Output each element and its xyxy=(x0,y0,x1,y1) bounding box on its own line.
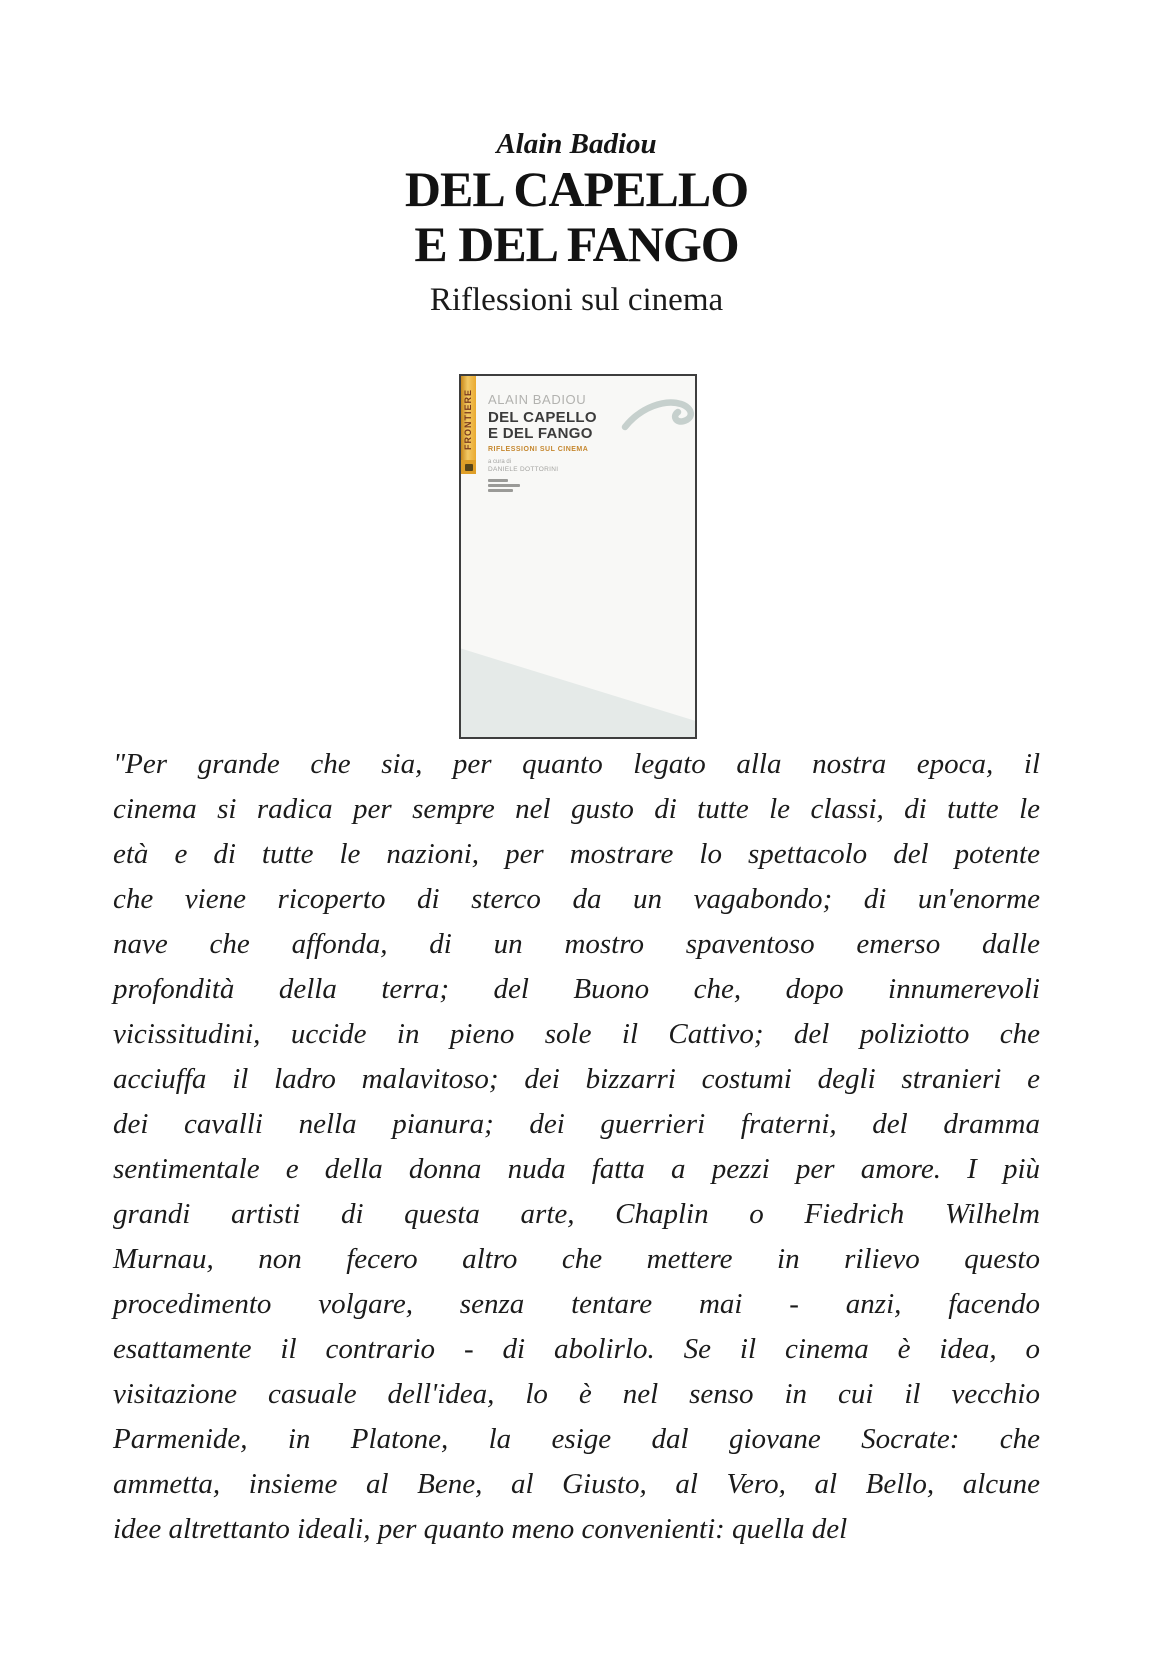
cover-series-stripe xyxy=(461,376,476,474)
document-header xyxy=(0,126,1153,322)
publisher-text-bar xyxy=(488,479,508,482)
paragraph-line: grandi artisti di questa arte, Chaplin o Fiedrich Wilhelm xyxy=(113,1198,1040,1230)
publisher-block xyxy=(488,479,597,492)
paragraph-line: visitazione casuale dell'idea, lo è nel senso in cui il vecchio xyxy=(113,1378,1040,1410)
publisher-text-bar xyxy=(488,484,520,487)
paragraph-line: esattamente il contrario - di abolirlo. Se il cinema è idea, o xyxy=(113,1333,1040,1365)
paragraph-line: vicissitudini, uccide in pieno sole il Cattivo; del poliziotto che xyxy=(113,1018,1040,1050)
cover-title-line2: E DEL FANGO xyxy=(488,425,593,442)
paragraph-line: Parmenide, in Platone, la esige dal giovane Socrate: che xyxy=(113,1423,1040,1455)
publisher-logo-glyph xyxy=(465,464,473,471)
swirl-decoration-icon xyxy=(621,391,697,433)
quote-paragraph xyxy=(113,742,1040,1552)
paragraph-line: idee altrettanto ideali, per quanto meno convenienti: quella del xyxy=(113,1513,848,1545)
book-cover-image xyxy=(459,374,697,739)
paragraph-line: procedimento volgare, senza tentare mai - anzi, facendo xyxy=(113,1288,1040,1320)
cover-author: ALAIN BADIOU xyxy=(488,392,587,407)
paragraph-line: sentimentale e della donna nuda fatta a pezzi per amore. I più xyxy=(113,1153,1040,1185)
paragraph-line: profondità della terra; del Buono che, dopo innumerevoli xyxy=(113,973,1040,1005)
paragraph-line: ammetta, insieme al Bene, al Giusto, al Vero, al Bello, alcune xyxy=(113,1468,1040,1500)
paragraph-line: età e di tutte le nazioni, per mostrare lo spettacolo del potente xyxy=(113,838,1040,870)
cover-subtitle: RIFLESSIONI SUL CINEMA xyxy=(488,446,589,453)
cover-curated-by: a cura di xyxy=(488,459,512,465)
publisher-text-bar xyxy=(488,489,513,492)
paragraph-line: "Per grande che sia, per quanto legato alla nostra epoca, il xyxy=(113,748,1040,780)
cover-text-block xyxy=(488,392,597,494)
paragraph-line: che viene ricoperto di sterco da un vagabondo; di un'enorme xyxy=(113,883,1040,915)
cover-curator: DANIELE DOTTORINI xyxy=(488,466,559,473)
paragraph-line: dei cavalli nella pianura; dei guerrieri fraterni, del dramma xyxy=(113,1108,1040,1140)
book-title-line2: E DEL FANGO xyxy=(414,216,739,272)
book-title-line1: DEL CAPELLO xyxy=(404,161,749,217)
cover-title-line1: DEL CAPELLO xyxy=(488,409,597,426)
paragraph-line: Murnau, non fecero altro che mettere in rilievo questo xyxy=(113,1243,1040,1275)
author-name: Alain Badiou xyxy=(496,128,657,160)
paragraph-line: nave che affonda, di un mostro spaventoso emerso dalle xyxy=(113,928,1040,960)
paragraph-line: cinema si radica per sempre nel gusto di tutte le classi, di tutte le xyxy=(113,793,1040,825)
publisher-logo-icon xyxy=(461,460,476,474)
paragraph-line: acciuffa il ladro malavitoso; dei bizzarri costumi degli stranieri e xyxy=(113,1063,1040,1095)
book-subtitle: Riflessioni sul cinema xyxy=(429,282,724,318)
series-name: FRONTIERE xyxy=(463,388,473,450)
